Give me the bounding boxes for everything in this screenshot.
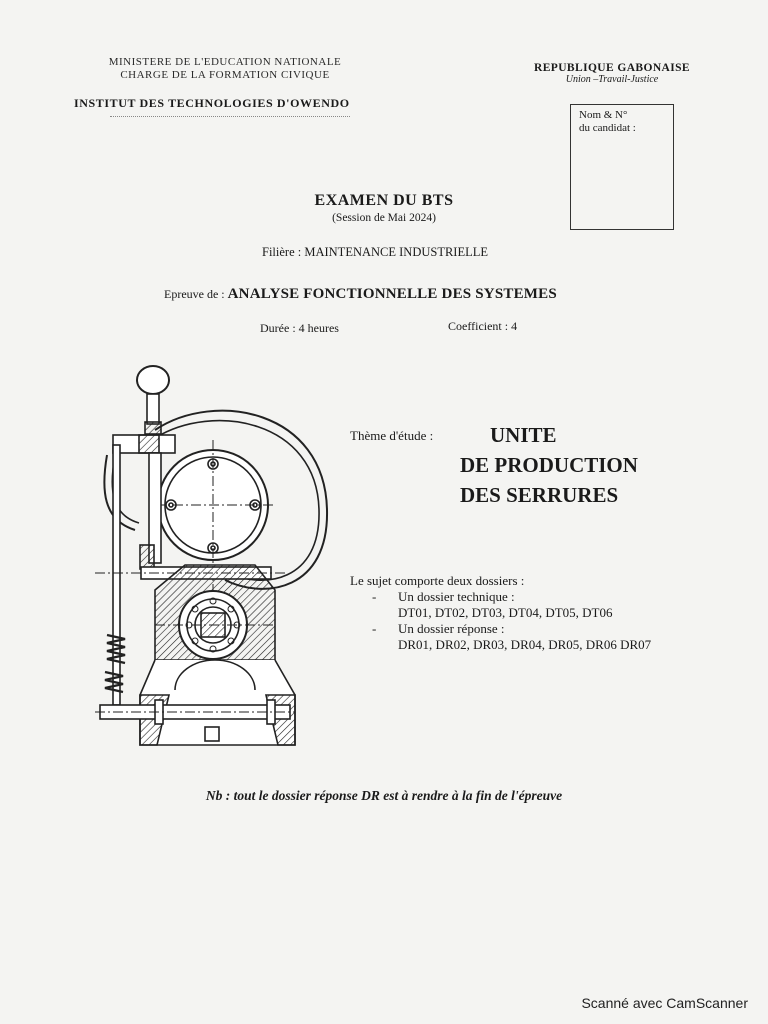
- exam-coefficient: Coefficient : 4: [448, 319, 518, 333]
- exam-duration: Durée : 4 heures: [260, 321, 339, 335]
- candidate-label-line-1: Nom & N°: [579, 109, 628, 121]
- press-mechanism-drawing-icon: [95, 360, 340, 760]
- list-dash: -: [372, 621, 377, 636]
- scanner-watermark: Scanné avec CamScanner: [581, 995, 748, 1011]
- exam-session: (Session de Mai 2024): [332, 212, 436, 224]
- theme-title: [460, 420, 638, 510]
- republic-name: REPUBLIQUE GABONAISE: [534, 62, 690, 74]
- ministry-line-2: CHARGE DE LA FORMATION CIVIQUE: [120, 69, 330, 81]
- ministry-header: [70, 56, 380, 82]
- ministry-line-1: MINISTERE DE L'EDUCATION NATIONALE: [108, 56, 342, 68]
- dossier-reponse-label: Un dossier réponse :: [398, 621, 505, 636]
- dossier-technique-codes: DT01, DT02, DT03, DT04, DT05, DT06: [398, 605, 613, 620]
- theme-line-1: UNITE: [490, 423, 557, 447]
- exam-title: EXAMEN DU BTS: [314, 192, 454, 209]
- theme-label: Thème d'étude :: [350, 428, 434, 443]
- exam-filiere: Filière : MAINTENANCE INDUSTRIELLE: [262, 245, 489, 259]
- theme-line-2: DE PRODUCTION: [460, 453, 638, 477]
- sujet-intro: Le sujet comporte deux dossiers :: [350, 573, 525, 588]
- exam-epreuve: [164, 286, 557, 303]
- sujet-description: [350, 573, 651, 653]
- list-item: [350, 621, 651, 637]
- submission-note: Nb : tout le dossier réponse DR est à rendre à la fin de l'épreuve: [205, 788, 563, 803]
- epreuve-value: ANALYSE FONCTIONNELLE DES SYSTEMES: [227, 286, 557, 302]
- republic-header: [522, 62, 702, 85]
- dossier-reponse-codes: DR01, DR02, DR03, DR04, DR05, DR06 DR07: [398, 637, 652, 652]
- theme-line-3: DES SERRURES: [460, 483, 619, 507]
- epreuve-label: Epreuve de :: [164, 287, 228, 301]
- candidate-label-line-2: du candidat :: [579, 122, 636, 134]
- national-motto: Union –Travail-Justice: [565, 74, 659, 85]
- dotted-divider: [110, 116, 350, 117]
- list-dash: -: [372, 589, 377, 604]
- dossier-technique-label: Un dossier technique :: [398, 589, 515, 604]
- institut-name: INSTITUT DES TECHNOLOGIES D'OWENDO: [74, 96, 350, 110]
- list-item: [350, 589, 651, 605]
